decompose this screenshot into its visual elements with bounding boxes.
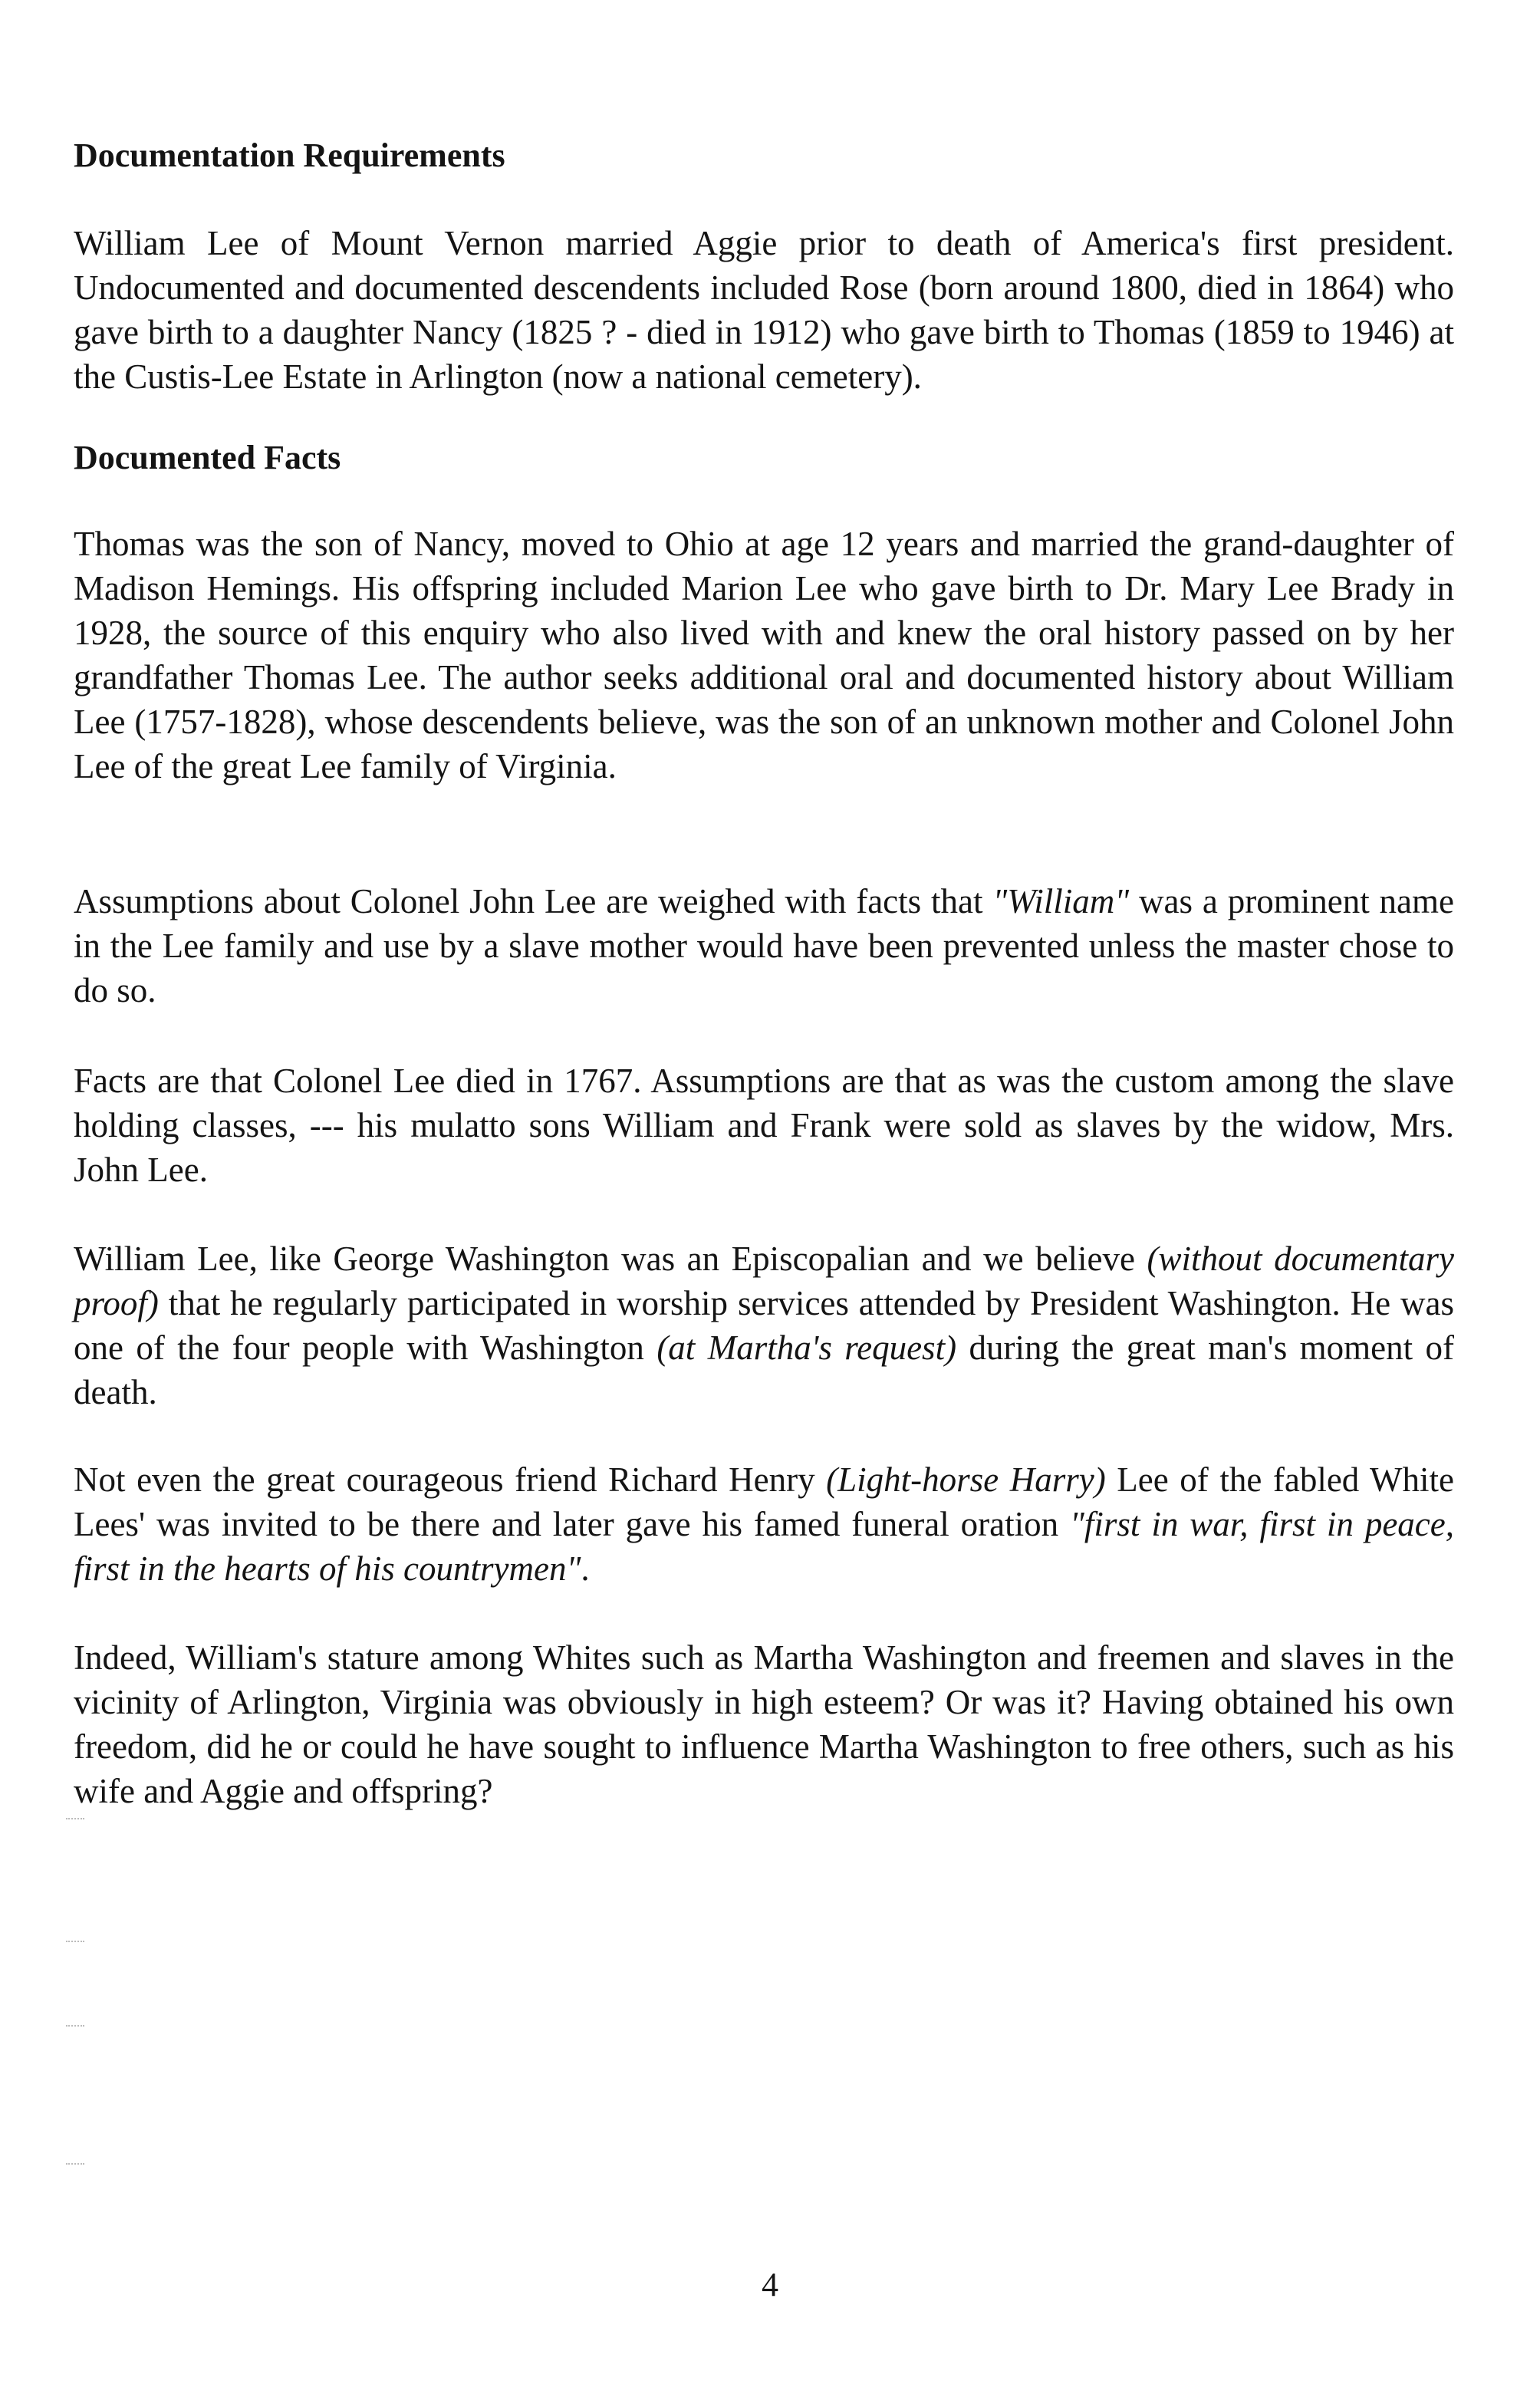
- paragraph-assumptions: Assumptions about Colonel John Lee are weighed with facts that "William" was a prominent name in the Lee family and use by a slave mother would have been prevented unless the master chose to do so.: [74, 882, 1455, 1009]
- paragraph-episcopalian: William Lee, like George Washington was an Episcopalian and we believe (without documentary proof) that he regularly participated in worship services attended by President Washington. He was one of the four people with Washington (at Martha's request) during the great man's moment of death.: [74, 1240, 1455, 1411]
- scan-speck: [66, 1818, 84, 1823]
- paragraph-indeed: Indeed, William's stature among Whites such as Martha Washington and freemen and slaves in the vicinity of Arlington, Virginia was obviously in high esteem? Or was it? Having obtained his own freedom, did he or could he have sought to influence Martha Washington to free others, such as his wife and Aggie and offspring?: [74, 1638, 1454, 1810]
- paragraph-documented-facts: Thomas was the son of Nancy, moved to Ohio at age 12 years and married the grand-daughter of Madison Hemings. His offspring included Marion Lee who gave birth to Dr. Mary Lee Brady in 1928, the source of this enquiry who also lived with and knew the oral history passed on by her grandfather Thomas Lee. The author seeks additional oral and documented history about William Lee (1757-1828), whose descendents believe, was the son of an unknown mother and Colonel John Lee of the great Lee family of Virginia.: [74, 525, 1454, 785]
- scan-speck: [66, 1941, 84, 1945]
- heading-documentation-requirements: Documentation Requirements: [74, 137, 505, 174]
- paragraph-not-even: Not even the great courageous friend Richard Henry (Light-horse Harry) Lee of the fabled White Lees' was invited to be there and later gave his famed funeral oration "first in war, first in peace, first in the hearts of his countrymen".: [74, 1460, 1454, 1588]
- scan-speck: [66, 2163, 84, 2168]
- heading-documented-facts: Documented Facts: [74, 439, 341, 476]
- paragraph-documentation-requirements: William Lee of Mount Vernon married Aggie prior to death of America's first president. Undocumented and documented descendents included Rose (born around 1800, died in 1864) who gave birth to a daughter Nancy (1825 ? - died in 1912) who gave birth to Thomas (1859 to 1946) at the Custis-Lee Estate in Arlington (now a national cemetery).: [74, 224, 1454, 396]
- paragraph-facts-colonel-lee: Facts are that Colonel Lee died in 1767. Assumptions are that as was the custom among the slave holding classes, --- his mulatto sons William and Frank were sold as slaves by the widow, Mrs. John Lee.: [74, 1062, 1454, 1189]
- scan-speck: [66, 2025, 84, 2030]
- page-number: 4: [762, 2266, 778, 2303]
